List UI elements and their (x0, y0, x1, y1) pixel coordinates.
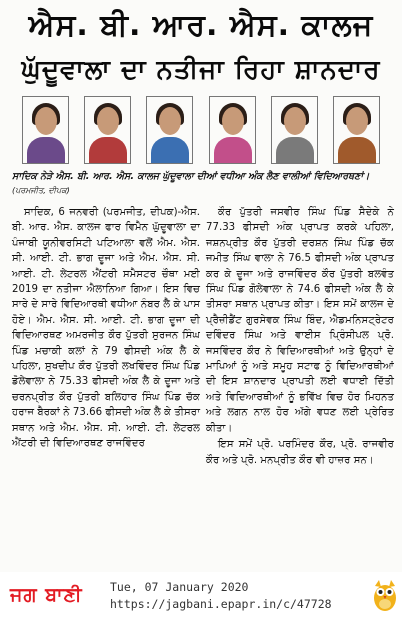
student-photo (146, 96, 193, 164)
student-photo (209, 96, 256, 164)
article-paragraph: ਸਾਦਿਕ, 6 ਜਨਵਰੀ (ਪਰਮਜੀਤ, ਦੀਪਕ)-ਐਸ. ਬੀ. ਆਰ. ਐਸ. ਕਾਲਜ ਫਾਰ ਵਿਮੈਨ ਘੁੱਦੂਵਾਲਾ ਦਾ ਪੰਜਾਬੀ ਯੂਨੀਵਰਸਿਟੀ ਪਟਿਆਲਾ ਵਲੋਂ ਐਮ. ਐਸ. ਸੀ. ਆਈ. ਟੀ. ਭਾਗ ਦੂਜਾ ਅਤੇ ਐਮ. ਐਸ. ਸੀ. ਆਈ. ਟੀ. ਲੇਟਰਲ ਐਂਟਰੀ ਸਮੈਸਟਰ ਚੌਥਾ ਮਈ 2019 ਦਾ ਨਤੀਜਾ ਐਲਾਨਿਆ ਗਿਆ। ਇਸ ਵਿਚ ਸਾਰੇ ਦੇ ਸਾਰੇ ਵਿਦਿਆਰਥੀ ਵਧੀਆ ਨੰਬਰ ਲੈ ਕੇ ਪਾਸ ਹੋਏ। ਐਮ. ਐਸ. ਸੀ. ਆਈ. ਟੀ. ਭਾਗ ਦੂਜਾ ਦੀ ਵਿਦਿਆਰਥਣ ਅਮਰਜੀਤ ਕੌਰ ਪੁੱਤਰੀ ਸੁਰਜਨ ਸਿੰਘ ਪਿੰਡ ਮਚਾਕੀ ਕਲਾਂ ਨੇ 79 ਫੀਸਦੀ ਅੰਕ ਲੈ ਕੇ ਪਹਿਲਾ, ਸੁਖਦੀਪ ਕੌਰ ਪੁੱਤਰੀ ਲਖਵਿੰਦਰ ਸਿੰਘ ਪਿੰਡ ਡੋਲੇਵਾਲਾ ਨੇ 75.33 ਫੀਸਦੀ ਅੰਕ ਲੈ ਕੇ ਦੂਜਾ ਅਤੇ ਚਰਨਪ੍ਰੀਤ ਕੌਰ ਪੁੱਤਰੀ ਬਲਿਹਾਰ ਸਿੰਘ ਪਿੰਡ ਚੱਕ ਹਰਾਜ ਬੈਰਕਾਂ ਨੇ 73.66 ਫੀਸਦੀ ਅੰਕ ਲੈ ਕੇ ਤੀਸਰਾ ਸਥਾਨ ਅਤੇ ਐਮ. ਐਸ. ਸੀ. ਆਈ. ਟੀ. ਲੇਟਰਲ ਐਂਟਰੀ ਦੀ ਵਿਦਿਆਰਥਣ ਰਾਜਵਿੰਦਰ (12, 207, 200, 450)
student-photos (22, 96, 380, 166)
publication-date: Tue, 07 January 2020 (110, 580, 249, 594)
student-photo (22, 96, 69, 164)
caption-credit: (ਪਰਮਜੀਤ, ਦੀਪਕ) (12, 186, 70, 195)
student-photo (84, 96, 131, 164)
jagbani-logo[interactable]: ਜਗ ਬਾਣੀ (10, 584, 83, 606)
article-column-right (206, 205, 394, 469)
article-paragraph: ਕੌਰ ਪੁੱਤਰੀ ਜਸਵੀਰ ਸਿੰਘ ਪਿੰਡ ਸੈਦੇਕੇ ਨੇ 77.33 ਫੀਸਦੀ ਅੰਕ ਪ੍ਰਾਪਤ ਕਰਕੇ ਪਹਿਲਾ, ਜਸ਼ਨਪ੍ਰੀਤ ਕੌਰ ਪੁੱਤਰੀ ਦਰਸ਼ਨ ਸਿੰਘ ਪਿੰਡ ਚੱਕ ਜਮੀਤ ਸਿੰਘ ਵਾਲਾ ਨੇ 76.5 ਫੀਸਦੀ ਅੰਕ ਪ੍ਰਾਪਤ ਕਰ ਕੇ ਦੂਜਾ ਅਤੇ ਰਾਜਵਿੰਦਰ ਕੌਰ ਪੁੱਤਰੀ ਬਲਵੰਤ ਸਿੰਘ ਪਿੰਡ ਗੋਲੇਵਾਲਾ ਨੇ 74.6 ਫੀਸਦੀ ਅੰਕ ਲੈ ਕੇ ਤੀਸਰਾ ਸਥਾਨ ਪ੍ਰਾਪਤ ਕੀਤਾ। ਇਸ ਸਮੇਂ ਕਾਲਜ ਦੇ ਪ੍ਰੈਜ਼ੀਡੈਂਟ ਗੁਰਸੇਵਕ ਸਿੰਘ ਬਿੰਦ, ਐਡਮਨਿਸਟ੍ਰੇਟਰ ਦਵਿੰਦਰ ਸਿੰਘ ਅਤੇ ਵਾਈਸ ਪ੍ਰਿੰਸੀਪਲ ਪ੍ਰੋ. ਜਸਵਿੰਦਰ ਕੌਰ ਨੇ ਵਿਦਿਆਰਥੀਆਂ ਅਤੇ ਉਨ੍ਹਾਂ ਦੇ ਮਾਪਿਆਂ ਨੂੰ ਅਤੇ ਸਮੂਹ ਸਟਾਫ ਨੂੰ ਵਿਦਿਆਰਥੀਆਂ ਦੀ ਇਸ ਸ਼ਾਨਦਾਰ ਪ੍ਰਾਪਤੀ ਲਈ ਵਧਾਈ ਦਿੱਤੀ ਅਤੇ ਵਿਦਿਆਰਥੀਆਂ ਨੂੰ ਭਵਿੱਖ ਵਿਚ ਹੋਰ ਮਿਹਨਤ ਅਤੇ ਲਗਨ ਨਾਲ ਹੋਰ ਅੱਗੇ ਵਧਣ ਲਈ ਪ੍ਰੇਰਿਤ ਕੀਤਾ। (206, 207, 394, 434)
epaper-url-link[interactable]: https://jagbani.epapr.in/c/47728 (110, 597, 332, 611)
article-column-left (12, 205, 200, 453)
article-paragraph: ਇਸ ਸਮੇਂ ਪ੍ਰੋ. ਪਰਮਿੰਦਰ ਕੌਰ, ਪ੍ਰੋ. ਰਾਜਵੀਰ ਕੌਰ ਅਤੇ ਪ੍ਰੋ. ਮਨਪ੍ਰੀਤ ਕੌਰ ਵੀ ਹਾਜ਼ਰ ਸਨ। (206, 439, 394, 466)
photo-caption (12, 170, 392, 198)
caption-text: ਸਾਦਿਕ ਨੇੜੇ ਐਸ. ਬੀ. ਆਰ. ਐਸ. ਕਾਲਜ ਘੁੱਦੂਵਾਲਾ ਦੀਆਂ ਵਧੀਆ ਅੰਕ ਲੈਣ ਵਾਲੀਆਂ ਵਿਦਿਆਰਥਣਾਂ। (12, 171, 370, 182)
headline-line-2: ਘੁੱਦੂਵਾਲਾ ਦਾ ਨਤੀਜਾ ਰਿਹਾ ਸ਼ਾਨਦਾਰ (21, 55, 381, 85)
student-photo (271, 96, 318, 164)
owl-icon (372, 578, 398, 612)
student-photo (333, 96, 380, 164)
headline-line-1: ਐਸ. ਬੀ. ਆਰ. ਐਸ. ਕਾਲਜ (28, 8, 374, 43)
